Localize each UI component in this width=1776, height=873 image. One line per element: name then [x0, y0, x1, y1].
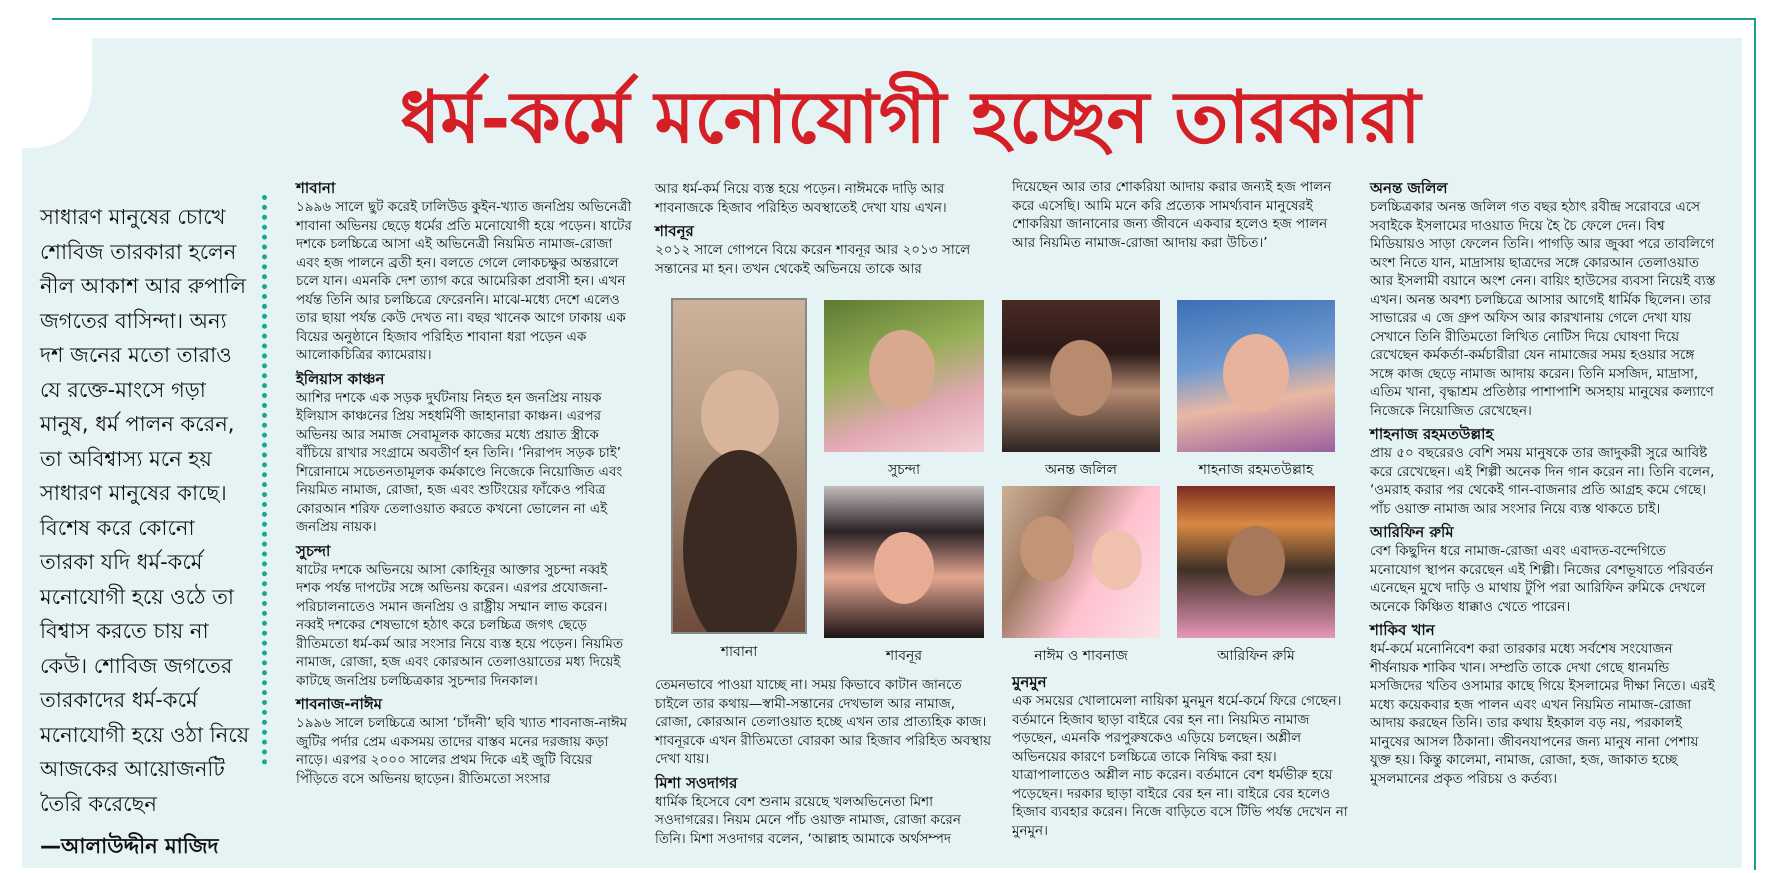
caption-shahnaz: শাহনাজ রহমতউল্লাহ	[1198, 462, 1314, 478]
photo-shahnaz	[1177, 300, 1335, 452]
caption-ananta: অনন্ত জলিল	[1045, 462, 1117, 478]
intro-blurb	[40, 200, 250, 864]
face-shape	[1227, 526, 1285, 596]
face-shape	[1223, 334, 1289, 412]
section-heading: অনন্ত জলিল	[1370, 179, 1448, 197]
section-body: তেমনভাবে পাওয়া যাচ্ছে না। সময় কিভাবে কাটান জানতে চাইলে তার কথায়—স্বামী-সন্তানের দেখভাল আর নামাজ, রোজা, কোরআন তেলাওয়াত হচ্ছে এখন তার প্রাত্যহিক কাজ। শাবনূরকে এখন রীতিমতো বোরকা আর হিজাব পরিহিত অবস্থায় দেখা যায়।	[655, 677, 992, 767]
section-heading: মিশা সওদাগর	[655, 773, 738, 792]
section-heading: ইলিয়াস কাঞ্চন	[296, 369, 385, 388]
section-body: ২০১২ সালে গোপনে বিয়ে করেন শাবনূর আর ২০১৩ সালে সন্তানের মা হন। তখন থেকেই অভিনয়ে তাকে আর	[655, 242, 971, 277]
section-heading: আরিফিন রুমি	[1370, 523, 1454, 541]
section-body: ধর্ম-কর্মে মনোনিবেশ করা তারকার মধ্যে সর্বশেষ সংযোজন শীর্ষনায়ক শাকিব খান। সম্প্রতি তাকে দেখা গেছে ধানমন্ডি মসজিদের খতিব ওসামার কাছে গিয়ে ইসলামের দীক্ষা নিতে। এরই মধ্যে কয়েকবার হজ পালন এবং এখন নিয়মিত নামাজ-রোজা আদায় করছেন তিনি। তার কথায় ইহকাল বড় নয়, পরকালই মানুষের আসল ঠিকানা। জীবনযাপনের জন্য মানুষ নানা পেশায় যুক্ত হয়। কিন্তু কালেমা, নামাজ, রোজা, হজ, জাকাত হচ্ছে মুসলমানের প্রকৃত পরিচয় ও কর্তব্য।	[1370, 641, 1715, 787]
section-heading: শাহনাজ রহমতউল্লাহ	[1370, 425, 1494, 443]
frame-border-right	[1754, 18, 1756, 870]
face-shape	[874, 532, 934, 604]
section-body: ১৯৯৬ সালে ছুট করেই ঢালিউড কুইন-খ্যাত জনপ্রিয় অভিনেত্রী শাবানা অভিনয় ছেড়ে ধর্মের প্রতি মনোযোগী হয়ে পড়েন। ষাটের দশকে চলচ্চিত্রে আসা এই অভিনেত্রী নিয়মিত নামাজ-রোজা এবং হজ পালনে ব্রতী হন। বলতে গেলে লোকচক্ষুর অন্তরালে চলে যান। এমনকি দেশ ত্যাগ করে আমেরিকা প্রবাসী হন। এখন পর্যন্ত তিনি আর চলচ্চিত্রে ফেরেননি। মাঝে-মধ্যে দেশে এলেও তার ছায়া পর্যন্ত কেউ দেখত না। বছর খানেক আগে ঢাকায় এক বিয়ের অনুষ্ঠানে হিজাব পরিহিত শাবানা ধরা পড়েন এক আলোকচিত্রির ক্যামেরায়।	[296, 199, 632, 363]
caption-shabana: শাবানা	[720, 644, 758, 660]
section-heading: শাবনাজ-নাঈম	[296, 695, 382, 713]
section-body: বেশ কিছুদিন ধরে নামাজ-রোজা এবং এবাদত-বন্দেগিতে মনোযোগ স্থাপন করেছেন এই শিল্পী। নিজের বেশভূষাতে পরিবর্তন এনেছেন মুখে দাড়ি ও মাথায় টুপি পরা আরিফিন রুমিকে দেখলে অনেকে কিঞ্চিত ধাক্কাও খেতে পারেন।	[1370, 543, 1714, 615]
byline: —আলাউদ্দীন মাজিদ	[40, 834, 219, 858]
face-shape	[1020, 516, 1074, 582]
section-body: আর ধর্ম-কর্ম নিয়ে ব্যস্ত হয়ে পড়েন। নাঈমকে দাড়ি আর শাবনাজকে হিজাব পরিহিত অবস্থাতেই দেখা যায় এখন।	[655, 181, 947, 216]
photo-shabnur	[824, 486, 984, 638]
section-body: ১৯৯৬ সালে চলচ্চিত্রে আসা ‘চাঁদনী’ ছবি খ্যাত শাবনাজ-নাঈম জুটির পর্দার প্রেম একসময় তাদের বাস্তব মনের দরজায় কড়া নাড়ে। এরপর ২০০০ সালের প্রথম দিকে এই জুটি বিয়ের পিঁড়িতে বসে অভিনয় ছাড়েন। রীতিমতো সংসার	[296, 715, 628, 787]
face-shape	[701, 370, 779, 460]
column-2-bottom	[655, 676, 995, 852]
hijab-shape	[683, 450, 797, 634]
face-shape	[1092, 530, 1142, 590]
column-3-top	[1012, 178, 1352, 256]
column-2-top	[655, 180, 995, 282]
column-3-bottom	[1012, 672, 1352, 844]
frame-border-top	[52, 18, 1756, 20]
photo-naem-shabnaz	[1002, 486, 1160, 638]
section-heading: শাকিব খান	[1370, 621, 1435, 639]
section-body: এক সময়ের খোলামেলা নায়িকা মুনমুন ধর্মে-কর্মে ফিরে গেছেন। বর্তমানে হিজাব ছাড়া বাইরে বের হন না। নিয়মিত নামাজ পড়ছেন, এমনকি পরপুরুষকেও এড়িয়ে চলছেন। অশ্লীল অভিনয়ের কারণে চলচ্চিত্রে তাকে নিষিদ্ধ করা হয়। যাত্রাপালাতেও অশ্লীল নাচ করেন। বর্তমানে বেশ ধর্মভীরু হয়ে পড়েছেন। দরকার ছাড়া বাইরে বের হন না। বাইরে বের হলেও হিজাব ব্যবহার করেন। নিজে বাড়িতে বসে টিভি পর্যন্ত দেখেন না মুনমুন।	[1012, 693, 1348, 839]
photo-arifin-rumi	[1177, 486, 1335, 638]
section-body: চলচ্চিত্রকার অনন্ত জলিল গত বছর হঠাৎ রবীন্দ্র সরোবরে এসে সবাইকে ইসলামের দাওয়াত দিয়ে হৈ চৈ ফেলে দেন। বিশ্ব মিডিয়ায়ও সাড়া ফেলেন তিনি। পাগড়ি আর জুব্বা পরে তাবলিগে অংশ নিতে যান, মাদ্রাসায় ছাত্রদের সঙ্গে কোরআন তেলাওয়াত আর ইসলামী বয়ানে অংশ নেন। বায়িং হাউসের ব্যবসা নিয়েই ব্যস্ত এখন। অনন্ত অবশ্য চলচ্চিত্রে আসার আগেই ধার্মিক ছিলেন। তার সাভারের এ জে গ্রুপ অফিস আর কারখানায় গেলে দেখা যায় সেখানে তিনি রীতিমতো লিখিত নোটিস দিয়ে ঘোষণা দিয়ে রেখেছেন কর্মকর্তা-কর্মচারীরা যেন নামাজের সময় হওয়ার সঙ্গে সঙ্গে কাজ ছেড়ে নামাজ আদায় করেন। তিনি মসজিদ, মাদ্রাসা, এতিম খানা, বৃদ্ধাশ্রম প্রতিষ্ঠার পাশাপাশি অসহায় মানুষের কল্যাণে নিজেকে নিয়োজিত রেখেছেন।	[1370, 199, 1716, 419]
section-heading: শাবনূর	[655, 222, 694, 240]
section-body: দিয়েছেন আর তার শোকরিয়া আদায় করার জন্যই হজ পালন করে এসেছি। আমি মনে করি প্রত্যেক সামর্থ্যবান মানুষেরই শোকরিয়া জানানোর জন্য জীবনে একবার হলেও হজ পালন আর নিয়মিত নামাজ-রোজা আদায় করা উচিত।’	[1012, 179, 1332, 251]
section-body: ধার্মিক হিসেবে বেশ শুনাম রয়েছে খলঅভিনেতা মিশা সওদাগরের। নিয়ম মেনে পাঁচ ওয়াক্ত নামাজ, রোজা করেন তিনি। মিশা সওদাগর বলেন, ‘আল্লাহ আমাকে অর্থসম্পদ	[655, 793, 961, 847]
photo-shabana	[671, 298, 807, 634]
caption-shabnur: শাবনূর	[885, 648, 923, 664]
caption-arifin: আরিফিন রুমি	[1217, 648, 1295, 664]
photo-suchanda	[824, 300, 984, 452]
intro-text: সাধারণ মানুষের চোখে শোবিজ তারকারা হলেন নীল আকাশ আর রুপালি জগতের বাসিন্দা। অন্য দশ জনের মতো তারাও যে রক্তে-মাংসে গড়া মানুষ, ধর্ম পালন করেন, তা অবিশ্বাস্য মনে হয় সাধারণ মানুষের কাছে। বিশেষ করে কোনো তারকা যদি ধর্ম-কর্মে মনোযোগী হয়ে ওঠে তা বিশ্বাস করতে চায় না কেউ। শোবিজ জগতের তারকাদের ধর্ম-কর্মে মনোযোগী হয়ে ওঠা নিয়ে আজকের আয়োজনটি তৈরি করেছেন	[40, 205, 250, 816]
caption-suchanda: সুচন্দা	[887, 462, 921, 478]
section-heading: সুচন্দা	[296, 541, 331, 560]
headline: ধর্ম-কর্মে মনোযোগী হচ্ছেন তারকারা	[400, 74, 1421, 159]
section-body: ষাটের দশকে অভিনয়ে আসা কোহিনূর আক্তার সুচন্দা নব্বই দশক পর্যন্ত দাপটের সঙ্গে অভিনয় করেন। এরপর প্রযোজনা-পরিচালনাতেও সমান জনপ্রিয় ও রাষ্ট্রীয় সম্মান লাভ করেন। নব্বই দশকের শেষভাগে হঠাৎ করে চলচ্চিত্র জগৎ ছেড়ে রীতিমতো ধর্ম-কর্ম আর সংসার নিয়ে ব্যস্ত হয়ে পড়েন। নিয়মিত নামাজ, রোজা, হজ এবং কোরআন তেলাওয়াতের মধ্য দিয়েই কাটছে জনপ্রিয় চলচ্চিত্রকার সুচন্দার দিনকাল।	[296, 561, 623, 689]
dotted-divider	[262, 195, 267, 765]
column-4	[1370, 178, 1720, 792]
column-1	[296, 178, 636, 792]
caption-naem: নাঈম ও শাবনাজ	[1034, 648, 1128, 664]
section-heading: মুনমুন	[1012, 673, 1047, 691]
photo-ananta-jalil	[1002, 300, 1160, 452]
section-body: প্রায় ৫০ বছরেরও বেশি সময় মানুষকে তার জাদুকরী সুরে আবিষ্ট করে রেখেছেন। এই শিল্পী অনেক দিন গান করেন না। তিনি বলেন, ‘ওমরাহ করার পর থেকেই গান-বাজনার প্রতি আগ্রহ কমে গেছে। পাঁচ ওয়াক্ত নামাজ আর সংসার নিয়ে ব্যস্ত থাকতে চাই।	[1370, 445, 1715, 517]
section-heading: শাবানা	[296, 179, 336, 197]
face-shape	[1050, 340, 1112, 416]
panel-corner	[22, 38, 92, 148]
face-shape	[869, 330, 935, 408]
section-body: আশির দশকে এক সড়ক দুর্ঘটনায় নিহত হন জনপ্রিয় নায়ক ইলিয়াস কাঞ্চনের প্রিয় সহধর্মিণী জাহানারা কাঞ্চন। এরপর অভিনয় আর সমাজ সেবামূলক কাজের মধ্যে প্রয়াত স্ত্রীকে বাঁচিয়ে রাখার সংগ্রামে অবতীর্ণ হন তিনি। ‘নিরাপদ সড়ক চাই’ শিরোনামে সচেতনতামূলক কর্মকাণ্ডে নিজেকে নিয়োজিত এবং নিয়মিত নামাজ, রোজা, হজ এবং শুটিংয়ের ফাঁকেও পবিত্র কোরআন শরিফ তেলাওয়াত করতে কখনো ভোলেন না এই জনপ্রিয় নায়ক।	[296, 389, 623, 535]
